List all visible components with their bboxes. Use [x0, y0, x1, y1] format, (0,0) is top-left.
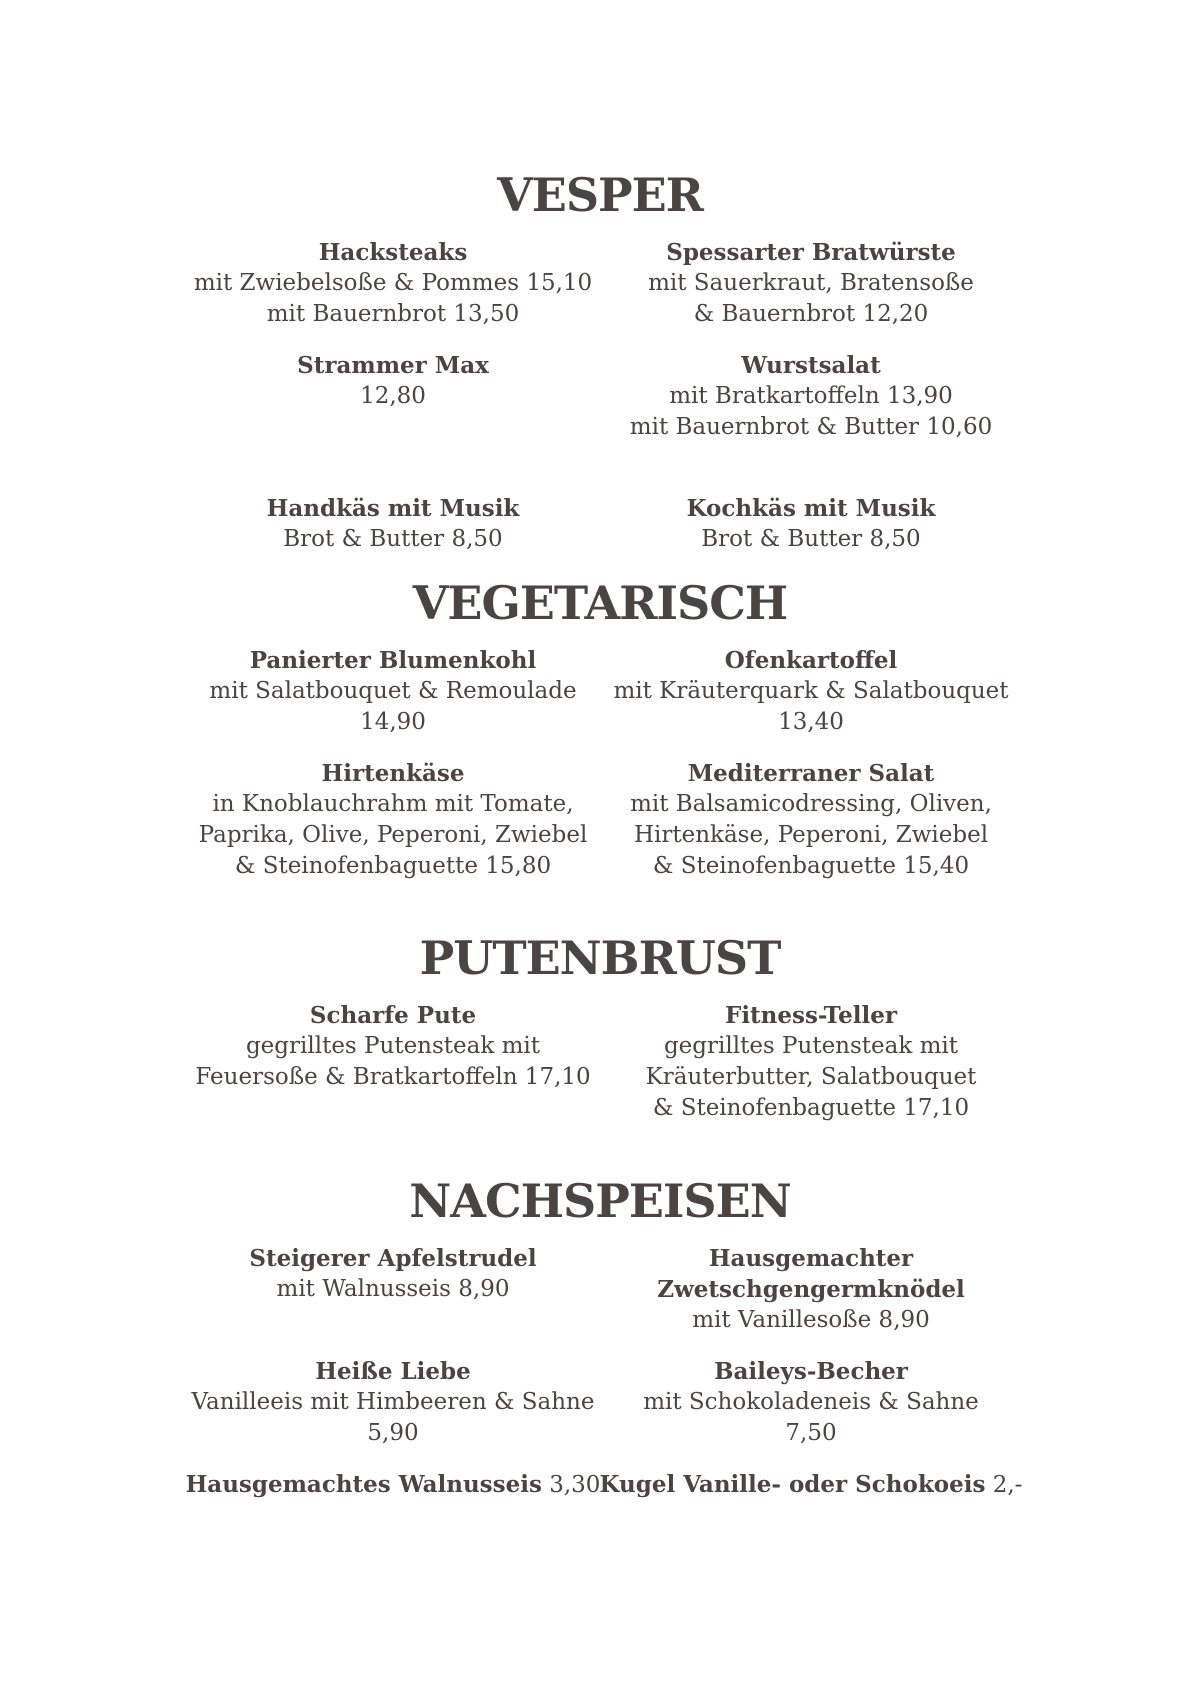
menu-item-name: Hirtenkäse [321, 760, 465, 787]
menu-item-price: 3,30 [549, 1472, 601, 1498]
menu-item-baileys-becher [591, 1356, 1031, 1449]
section-title-putenbrust: PUTENBRUST [419, 931, 781, 985]
menu-item-description: Kräuterbutter, Salatbouquet [645, 1064, 977, 1090]
section-title-nachspeisen: NACHSPEISEN [409, 1174, 791, 1228]
menu-item-name: Ofenkartoffel [724, 647, 898, 674]
menu-item-description: mit Bratkartoffeln 13,90 [669, 383, 953, 409]
section-title-vegetarisch: VEGETARISCH [412, 576, 788, 630]
menu-item-description: mit Vanillesoße 8,90 [692, 1307, 930, 1333]
menu-item-description: Feuersoße & Bratkartoffeln 17,10 [195, 1064, 591, 1090]
menu-item-description: & Bauernbrot 12,20 [693, 301, 929, 327]
menu-item-name: Hausgemachter [708, 1245, 914, 1272]
menu-item-panierter-blumenkohl [173, 645, 613, 738]
menu-item-name: Strammer Max [297, 352, 489, 379]
menu-item-name: Heiße Liebe [315, 1358, 471, 1385]
menu-item-name: Handkäs mit Musik [266, 495, 520, 522]
menu-item-name: Spessarter Bratwürste [666, 239, 956, 266]
section-title-vesper: VESPER [497, 168, 703, 222]
menu-item-wurstsalat [591, 350, 1031, 443]
menu-item-name: Scharfe Pute [309, 1002, 477, 1029]
menu-item-description: mit Kräuterquark & Salatbouquet [613, 678, 1009, 704]
menu-item-description: mit Sauerkraut, Bratensoße [648, 270, 974, 296]
menu-item-description: Hirtenkäse, Peperoni, Zwiebel [633, 822, 989, 848]
menu-item-price: 5,90 [367, 1420, 419, 1446]
menu-item-description: in Knoblauchrahm mit Tomate, [212, 791, 574, 817]
menu-item-description: mit Salatbouquet & Remoulade [209, 678, 577, 704]
menu-item-name: Fitness-Teller [724, 1002, 898, 1029]
menu-item-name: Hausgemachtes Walnusseis [185, 1471, 542, 1498]
menu-item-description: gegrilltes Putensteak mit [663, 1033, 959, 1059]
menu-item-description: & Steinofenbaguette 15,40 [652, 853, 970, 879]
menu-item-kochkaes [591, 493, 1031, 555]
menu-item-name: Hacksteaks [318, 239, 468, 266]
menu-item-price: 7,50 [785, 1420, 837, 1446]
menu-item-fitness-teller [591, 1000, 1031, 1124]
menu-item-price: 13,40 [778, 709, 844, 735]
menu-item-name: Baileys-Becher [714, 1358, 908, 1385]
menu-item-description: mit Bauernbrot 13,50 [266, 301, 520, 327]
menu-item-description: Vanilleeis mit Himbeeren & Sahne [191, 1389, 595, 1415]
menu-item-kugel-eis [591, 1469, 1031, 1501]
menu-item-spessarter-bratwuerste [591, 237, 1031, 330]
menu-item-name: Steigerer Apfelstrudel [249, 1245, 537, 1272]
menu-item-mediterraner-salat [591, 758, 1031, 882]
menu-item-strammer-max [173, 350, 613, 412]
menu-item-price: 2,- [992, 1472, 1023, 1498]
menu-item-description: Brot & Butter 8,50 [701, 526, 921, 552]
menu-item-description: & Steinofenbaguette 15,80 [234, 853, 552, 879]
menu-item-name: Kochkäs mit Musik [686, 495, 936, 522]
menu-item-zwetschgengermknoedel [591, 1243, 1031, 1336]
menu-item-apfelstrudel [173, 1243, 613, 1305]
menu-item-description: mit Bauernbrot & Butter 10,60 [629, 414, 993, 440]
menu-item-description: mit Walnusseis 8,90 [276, 1276, 510, 1302]
menu-item-ofenkartoffel [591, 645, 1031, 738]
menu-item-description: Paprika, Olive, Peperoni, Zwiebel [198, 822, 588, 848]
menu-item-price: 12,80 [360, 383, 426, 409]
menu-item-description: mit Schokoladeneis & Sahne [643, 1389, 979, 1415]
menu-item-name: Kugel Vanille- oder Schokoeis [599, 1471, 986, 1498]
menu-item-name: Mediterraner Salat [687, 760, 935, 787]
menu-item-heisse-liebe [173, 1356, 613, 1449]
menu-item-name: Panierter Blumenkohl [249, 647, 537, 674]
menu-item-name-continued: Zwetschgengermknödel [657, 1276, 965, 1303]
menu-item-walnusseis [173, 1469, 613, 1501]
menu-item-scharfe-pute [173, 1000, 613, 1093]
menu-item-price: 14,90 [360, 709, 426, 735]
menu-item-description: Brot & Butter 8,50 [283, 526, 503, 552]
menu-item-handkaes [173, 493, 613, 555]
menu-item-hirtenkaese [173, 758, 613, 882]
menu-item-name: Wurstsalat [741, 352, 881, 379]
menu-item-hacksteaks [173, 237, 613, 330]
menu-item-description: gegrilltes Putensteak mit [245, 1033, 541, 1059]
menu-item-description: mit Zwiebelsoße & Pommes 15,10 [193, 270, 593, 296]
menu-item-description: mit Balsamicodressing, Oliven, [630, 791, 992, 817]
menu-item-description: & Steinofenbaguette 17,10 [652, 1095, 970, 1121]
